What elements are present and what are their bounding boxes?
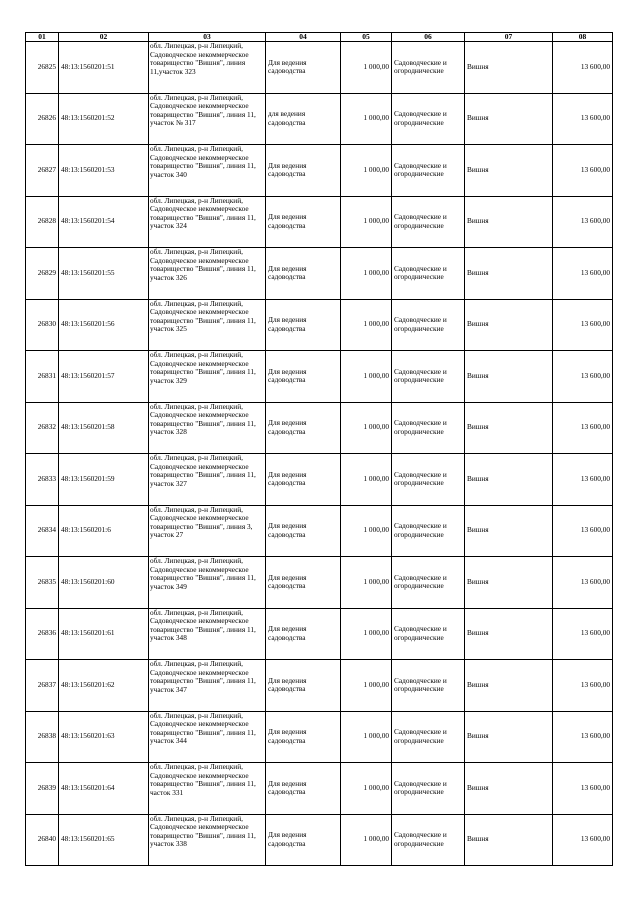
settlement-name-cell: Вишня [465, 814, 553, 866]
address-cell [149, 248, 266, 300]
cadastral-number-cell: 48:13:1560201:56 [59, 299, 149, 351]
address-text: обл. Липецкая, р-н Липецкий, Садоводческое некоммерческое товарищество "Вишня", линия 11, участок 347 [150, 660, 256, 694]
land-category-cell: Садоводческие и огороднические [392, 299, 465, 351]
address-text: обл. Липецкая, р-н Липецкий, Садоводческое некоммерческое товарищество "Вишня", линия 11, участок 325 [150, 299, 256, 334]
area-cell: 1 000,00 [341, 608, 392, 660]
row-number-cell: 26836 [26, 608, 59, 660]
address-cell [149, 505, 266, 557]
area-cell: 1 000,00 [341, 93, 392, 145]
area-cell: 1 000,00 [341, 454, 392, 506]
address-text: обл. Липецкая, р-н Липецкий, Садоводческое некоммерческое товарищество "Вишня", линия 11, участок № 317 [150, 93, 256, 128]
cadastral-value-cell: 13 600,00 [553, 814, 613, 866]
table-row [26, 557, 613, 609]
land-category-cell: Садоводческие и огороднические [392, 93, 465, 145]
cadastral-number-cell: 48:13:1560201:53 [59, 145, 149, 197]
column-header: 07 [465, 33, 553, 42]
land-category-cell: Садоводческие и огороднические [392, 814, 465, 866]
column-header: 03 [149, 33, 266, 42]
area-cell: 1 000,00 [341, 814, 392, 866]
permitted-use-cell: Для ведения садоводства [266, 145, 341, 197]
row-number-cell: 26839 [26, 763, 59, 815]
land-category-cell: Садоводческие и огороднические [392, 557, 465, 609]
row-number-cell: 26832 [26, 402, 59, 454]
permitted-use-cell: Для ведения садоводства [266, 351, 341, 403]
address-text: обл. Липецкая, р-н Липецкий, Садоводческое некоммерческое товарищество "Вишня", линия 11, участок 328 [150, 402, 256, 437]
address-cell [149, 196, 266, 248]
address-cell [149, 42, 266, 94]
settlement-name-cell: Вишня [465, 454, 553, 506]
address-cell [149, 145, 266, 197]
settlement-name-cell: Вишня [465, 608, 553, 660]
row-number-cell: 26827 [26, 145, 59, 197]
cadastral-value-cell: 13 600,00 [553, 660, 613, 712]
address-cell [149, 711, 266, 763]
land-category-cell: Садоводческие и огороднические [392, 42, 465, 94]
cadastral-value-cell: 13 600,00 [553, 608, 613, 660]
table-row [26, 93, 613, 145]
permitted-use-cell: Для ведения садоводства [266, 196, 341, 248]
permitted-use-cell: Для ведения садоводства [266, 763, 341, 815]
cadastral-number-cell: 48:13:1560201:54 [59, 196, 149, 248]
cadastral-number-cell: 48:13:1560201:61 [59, 608, 149, 660]
column-header: 04 [266, 33, 341, 42]
cadastral-value-cell: 13 600,00 [553, 196, 613, 248]
address-text: обл. Липецкая, р-н Липецкий, Садоводческое некоммерческое товарищество "Вишня", линия 11,участок 323 [150, 42, 249, 76]
permitted-use-cell: Для ведения садоводства [266, 660, 341, 712]
permitted-use-cell: Для ведения садоводства [266, 299, 341, 351]
row-number-cell: 26828 [26, 196, 59, 248]
settlement-name-cell: Вишня [465, 505, 553, 557]
permitted-use-cell: Для ведения садоводства [266, 557, 341, 609]
cadastral-value-cell: 13 600,00 [553, 299, 613, 351]
permitted-use-cell: Для ведения садоводства [266, 814, 341, 866]
address-cell [149, 763, 266, 815]
column-header: 06 [392, 33, 465, 42]
row-number-cell: 26834 [26, 505, 59, 557]
table-header-row [26, 33, 613, 42]
cadastral-number-cell: 48:13:1560201:52 [59, 93, 149, 145]
table-row [26, 248, 613, 300]
land-category-cell: Садоводческие и огороднические [392, 248, 465, 300]
cadastral-value-cell: 13 600,00 [553, 454, 613, 506]
permitted-use-cell: Для ведения садоводства [266, 505, 341, 557]
cadastral-value-cell: 13 600,00 [553, 93, 613, 145]
table-row [26, 402, 613, 454]
address-cell [149, 608, 266, 660]
address-cell [149, 93, 266, 145]
land-category-cell: Садоводческие и огороднические [392, 351, 465, 403]
row-number-cell: 26837 [26, 660, 59, 712]
area-cell: 1 000,00 [341, 557, 392, 609]
cadastral-register-table [25, 32, 613, 866]
settlement-name-cell: Вишня [465, 196, 553, 248]
address-text: обл. Липецкая, р-н Липецкий, Садоводческое некоммерческое товарищество "Вишня", линия 11, участок 324 [150, 196, 256, 231]
row-number-cell: 26840 [26, 814, 59, 866]
cadastral-value-cell: 13 600,00 [553, 711, 613, 763]
settlement-name-cell: Вишня [465, 299, 553, 351]
cadastral-number-cell: 48:13:1560201:55 [59, 248, 149, 300]
cadastral-value-cell: 13 600,00 [553, 763, 613, 815]
settlement-name-cell: Вишня [465, 42, 553, 94]
address-text: обл. Липецкая, р-н Липецкий, Садоводческое некоммерческое товарищество "Вишня", линия 11, участок 326 [150, 248, 256, 282]
row-number-cell: 26826 [26, 93, 59, 145]
table-row [26, 505, 613, 557]
table-row [26, 299, 613, 351]
permitted-use-cell: Для ведения садоводства [266, 454, 341, 506]
cadastral-number-cell: 48:13:1560201:6 [59, 505, 149, 557]
column-header: 05 [341, 33, 392, 42]
address-text: обл. Липецкая, р-н Липецкий, Садоводческое некоммерческое товарищество "Вишня", линия 3, участок 27 [150, 505, 253, 540]
address-text: обл. Липецкая, р-н Липецкий, Садоводческое некоммерческое товарищество "Вишня", линия 11, участок 344 [150, 711, 256, 746]
cadastral-number-cell: 48:13:1560201:51 [59, 42, 149, 94]
land-category-cell: Садоводческие и огороднические [392, 763, 465, 815]
settlement-name-cell: Вишня [465, 402, 553, 454]
cadastral-number-cell: 48:13:1560201:60 [59, 557, 149, 609]
permitted-use-cell: Для ведения садоводства [266, 248, 341, 300]
table-row [26, 454, 613, 506]
row-number-cell: 26829 [26, 248, 59, 300]
land-category-cell: Садоводческие и огороднические [392, 711, 465, 763]
area-cell: 1 000,00 [341, 505, 392, 557]
settlement-name-cell: Вишня [465, 93, 553, 145]
address-text: обл. Липецкая, р-н Липецкий, Садоводческое некоммерческое товарищество "Вишня", линия 11, участок 340 [150, 145, 256, 179]
address-text: обл. Липецкая, р-н Липецкий, Садоводческое некоммерческое товарищество "Вишня", линия 11, участок 327 [150, 454, 256, 488]
cadastral-value-cell: 13 600,00 [553, 42, 613, 94]
row-number-cell: 26830 [26, 299, 59, 351]
permitted-use-cell: Для ведения садоводства [266, 711, 341, 763]
cadastral-number-cell: 48:13:1560201:65 [59, 814, 149, 866]
cadastral-number-cell: 48:13:1560201:59 [59, 454, 149, 506]
address-cell [149, 660, 266, 712]
area-cell: 1 000,00 [341, 145, 392, 197]
row-number-cell: 26835 [26, 557, 59, 609]
permitted-use-cell: Для ведения садоводства [266, 608, 341, 660]
land-category-cell: Садоводческие и огороднические [392, 608, 465, 660]
area-cell: 1 000,00 [341, 196, 392, 248]
table-row [26, 196, 613, 248]
address-cell [149, 557, 266, 609]
table-row [26, 608, 613, 660]
settlement-name-cell: Вишня [465, 711, 553, 763]
table-row [26, 814, 613, 866]
cadastral-value-cell: 13 600,00 [553, 557, 613, 609]
column-header: 01 [26, 33, 59, 42]
land-category-cell: Садоводческие и огороднические [392, 454, 465, 506]
settlement-name-cell: Вишня [465, 660, 553, 712]
table-row [26, 763, 613, 815]
land-category-cell: Садоводческие и огороднические [392, 196, 465, 248]
row-number-cell: 26831 [26, 351, 59, 403]
settlement-name-cell: Вишня [465, 248, 553, 300]
address-text: обл. Липецкая, р-н Липецкий, Садоводческое некоммерческое товарищество "Вишня", линия 11, участок 329 [150, 351, 256, 385]
cadastral-value-cell: 13 600,00 [553, 402, 613, 454]
settlement-name-cell: Вишня [465, 763, 553, 815]
table-row [26, 42, 613, 94]
area-cell: 1 000,00 [341, 660, 392, 712]
settlement-name-cell: Вишня [465, 557, 553, 609]
row-number-cell: 26838 [26, 711, 59, 763]
area-cell: 1 000,00 [341, 763, 392, 815]
column-header: 02 [59, 33, 149, 42]
area-cell: 1 000,00 [341, 711, 392, 763]
address-text: обл. Липецкая, р-н Липецкий, Садоводческое некоммерческое товарищество "Вишня", линия 11, участок 348 [150, 608, 256, 643]
address-text: обл. Липецкая, р-н Липецкий, Садоводческое некоммерческое товарищество "Вишня", линия 11, участок 338 [150, 814, 256, 849]
land-category-cell: Садоводческие и огороднические [392, 145, 465, 197]
permitted-use-cell: Для ведения садоводства [266, 402, 341, 454]
cadastral-number-cell: 48:13:1560201:58 [59, 402, 149, 454]
table-row [26, 351, 613, 403]
table-row [26, 711, 613, 763]
cadastral-number-cell: 48:13:1560201:62 [59, 660, 149, 712]
area-cell: 1 000,00 [341, 248, 392, 300]
area-cell: 1 000,00 [341, 299, 392, 351]
cadastral-value-cell: 13 600,00 [553, 145, 613, 197]
cadastral-value-cell: 13 600,00 [553, 505, 613, 557]
address-cell [149, 814, 266, 866]
table-row [26, 660, 613, 712]
address-cell [149, 299, 266, 351]
permitted-use-cell: Для ведения садоводства [266, 42, 341, 94]
cadastral-number-cell: 48:13:1560201:57 [59, 351, 149, 403]
address-cell [149, 351, 266, 403]
cadastral-number-cell: 48:13:1560201:63 [59, 711, 149, 763]
row-number-cell: 26825 [26, 42, 59, 94]
address-text: обл. Липецкая, р-н Липецкий, Садоводческое некоммерческое товарищество "Вишня", линия 11, часток 331 [150, 763, 256, 797]
cadastral-number-cell: 48:13:1560201:64 [59, 763, 149, 815]
table-row [26, 145, 613, 197]
area-cell: 1 000,00 [341, 402, 392, 454]
settlement-name-cell: Вишня [465, 351, 553, 403]
area-cell: 1 000,00 [341, 351, 392, 403]
address-cell [149, 402, 266, 454]
row-number-cell: 26833 [26, 454, 59, 506]
address-text: обл. Липецкая, р-н Липецкий, Садоводческое некоммерческое товарищество "Вишня", линия 11, участок 349 [150, 557, 256, 591]
cadastral-value-cell: 13 600,00 [553, 351, 613, 403]
column-header: 08 [553, 33, 613, 42]
settlement-name-cell: Вишня [465, 145, 553, 197]
area-cell: 1 000,00 [341, 42, 392, 94]
cadastral-value-cell: 13 600,00 [553, 248, 613, 300]
permitted-use-cell: для ведения садоводства [266, 93, 341, 145]
land-category-cell: Садоводческие и огороднические [392, 402, 465, 454]
land-category-cell: Садоводческие и огороднические [392, 505, 465, 557]
land-category-cell: Садоводческие и огороднические [392, 660, 465, 712]
address-cell [149, 454, 266, 506]
